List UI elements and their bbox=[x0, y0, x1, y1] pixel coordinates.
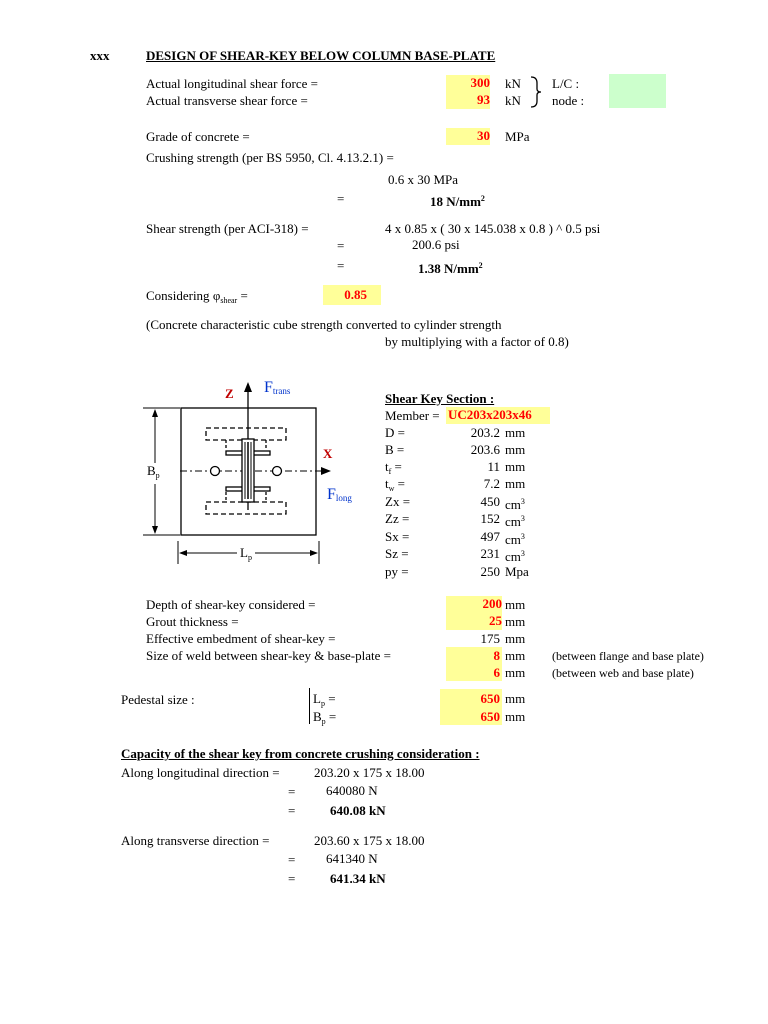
bp-label: $B_p$ bbox=[147, 463, 160, 484]
grade-value[interactable]: 30 bbox=[446, 128, 490, 145]
cap-trans-expr: 203.60 x 175 x 18.00 bbox=[314, 833, 425, 848]
lc-node-input[interactable] bbox=[609, 74, 666, 108]
weld-web-note: (between web and base plate) bbox=[552, 666, 694, 680]
grade-unit: MPa bbox=[505, 129, 530, 144]
shear-expr: 4 x 0.85 x ( 30 x 145.038 x 0.8 ) ^ 0.5 psi bbox=[385, 221, 601, 236]
cap-long-kn: 640.08 kN bbox=[330, 803, 386, 818]
prop-d-label: D = bbox=[385, 425, 405, 440]
weld-flange-value[interactable]: 8 bbox=[493, 648, 500, 663]
shear-psi: 200.6 psi bbox=[412, 237, 460, 252]
x-axis-label: X bbox=[323, 446, 333, 461]
pedestal-lp-value[interactable]: 650 bbox=[480, 691, 500, 706]
grade-label: Grade of concrete = bbox=[146, 129, 250, 144]
prop-sz-unit: $cm^3$ bbox=[505, 549, 525, 564]
cap-trans-kn: 641.34 kN bbox=[330, 871, 386, 886]
prop-zz-value: 152 bbox=[480, 511, 500, 526]
anchor-bolt-right bbox=[273, 467, 282, 476]
prop-zx-value: 450 bbox=[480, 494, 500, 509]
cap-trans-eq-2: = bbox=[288, 871, 296, 886]
cap-trans-n: 641340 N bbox=[326, 851, 378, 866]
prop-py-label: py = bbox=[385, 564, 409, 579]
prop-py-value: 250 bbox=[480, 564, 500, 579]
prop-zz-unit: $cm^3$ bbox=[505, 514, 525, 529]
cap-long-eq-2: = bbox=[288, 803, 296, 818]
embed-value: 175 bbox=[480, 631, 500, 646]
phi-label: Considering $\varphi_{shear}$ = bbox=[146, 288, 248, 305]
embed-unit: mm bbox=[505, 631, 526, 646]
z-axis-label: Z bbox=[225, 386, 234, 401]
cube-note-2: by multiplying with a factor of 0.8) bbox=[385, 334, 569, 349]
long-force-unit: kN bbox=[505, 76, 521, 91]
crush-label: Crushing strength (per BS 5950, Cl. 4.13.2.1) = bbox=[146, 150, 394, 165]
bottom-flange-dashed bbox=[206, 502, 286, 514]
prop-zx-unit: $cm^3$ bbox=[505, 497, 525, 512]
prop-sx-value: 497 bbox=[480, 529, 500, 544]
grout-unit: mm bbox=[505, 614, 526, 629]
weld-label: Size of weld between shear-key & base-plate = bbox=[146, 648, 391, 663]
crush-eq: = bbox=[337, 191, 345, 206]
section-title: Shear Key Section : bbox=[385, 391, 495, 406]
prop-tf-unit: mm bbox=[505, 459, 526, 474]
trans-force-unit: kN bbox=[505, 93, 521, 108]
prop-tf-value: 11 bbox=[487, 459, 500, 474]
shear-label: Shear strength (per ACI-318) = bbox=[146, 221, 309, 236]
prop-b-unit: mm bbox=[505, 442, 526, 457]
weld-web-value[interactable]: 6 bbox=[493, 665, 500, 680]
pedestal-bp-unit: mm bbox=[505, 709, 526, 724]
member-label: Member = bbox=[385, 408, 440, 423]
prop-d-unit: mm bbox=[505, 425, 526, 440]
crush-expr: 0.6 x 30 MPa bbox=[388, 172, 459, 187]
weld-flange-note: (between flange and base plate) bbox=[552, 649, 704, 663]
prop-tf-label: $t_f$ = bbox=[385, 459, 402, 476]
prop-tw-label: $t_w$ = bbox=[385, 476, 405, 493]
pedestal-bracket bbox=[309, 688, 310, 724]
member-value[interactable]: UC203x203x46 bbox=[446, 407, 550, 424]
doc-tag: xxx bbox=[90, 48, 110, 63]
cap-trans-label: Along transverse direction = bbox=[121, 833, 270, 848]
prop-py-unit: Mpa bbox=[505, 564, 529, 579]
cube-note-1: (Concrete characteristic cube strength converted to cylinder strength bbox=[146, 317, 502, 332]
phi-value[interactable]: 0.85 bbox=[323, 285, 381, 305]
prop-sx-label: Sx = bbox=[385, 529, 410, 544]
pedestal-lp-label: $L_p$ = bbox=[313, 691, 336, 708]
lp-label: $L_p$ bbox=[237, 545, 255, 566]
trans-force-value[interactable]: 93 bbox=[446, 92, 490, 109]
weld-flange-unit: mm bbox=[505, 648, 526, 663]
prop-b-value: 203.6 bbox=[470, 442, 500, 457]
prop-tw-unit: mm bbox=[505, 476, 526, 491]
prop-b-label: B = bbox=[385, 442, 405, 457]
f-long-label: Flong bbox=[327, 486, 352, 503]
brace-icon bbox=[528, 75, 544, 109]
pedestal-lp-unit: mm bbox=[505, 691, 526, 706]
shear-eq-2: = bbox=[337, 258, 345, 273]
cap-long-label: Along longitudinal direction = bbox=[121, 765, 280, 780]
weld-web-unit: mm bbox=[505, 665, 526, 680]
depth-label: Depth of shear-key considered = bbox=[146, 597, 316, 612]
prop-sz-value: 231 bbox=[480, 546, 500, 561]
node-label: node : bbox=[552, 93, 585, 108]
lc-label: L/C : bbox=[552, 76, 580, 91]
long-force-label: Actual longitudinal shear force = bbox=[146, 76, 318, 91]
prop-zx-label: Zx = bbox=[385, 494, 411, 509]
pedestal-bp-value[interactable]: 650 bbox=[480, 709, 500, 724]
shear-eq-1: = bbox=[337, 238, 345, 253]
page-title: DESIGN OF SHEAR-KEY BELOW COLUMN BASE-PLATE bbox=[146, 48, 496, 63]
cap-long-expr: 203.20 x 175 x 18.00 bbox=[314, 765, 425, 780]
top-flange-dashed bbox=[206, 428, 286, 440]
depth-unit: mm bbox=[505, 597, 526, 612]
long-force-value[interactable]: 300 bbox=[446, 75, 490, 92]
cap-trans-eq-1: = bbox=[288, 852, 296, 867]
capacity-title: Capacity of the shear key from concrete crushing consideration : bbox=[121, 746, 480, 761]
prop-zz-label: Zz = bbox=[385, 511, 410, 526]
pedestal-label: Pedestal size : bbox=[121, 692, 195, 707]
prop-sz-label: Sz = bbox=[385, 546, 409, 561]
cap-long-eq-1: = bbox=[288, 784, 296, 799]
prop-sx-unit: $cm^3$ bbox=[505, 532, 525, 547]
cap-long-n: 640080 N bbox=[326, 783, 378, 798]
shear-result: 1.38 $N/mm^2$ bbox=[418, 261, 483, 276]
grout-label: Grout thickness = bbox=[146, 614, 239, 629]
prop-tw-value: 7.2 bbox=[483, 476, 500, 491]
f-trans-label: Ftrans bbox=[264, 379, 291, 396]
trans-force-label: Actual transverse shear force = bbox=[146, 93, 308, 108]
crush-result: 18 $N/mm^2$ bbox=[430, 194, 485, 209]
grout-value[interactable]: 25 bbox=[446, 613, 502, 630]
pedestal-bp-label: $B_p$ = bbox=[313, 709, 337, 726]
prop-d-value: 203.2 bbox=[470, 425, 500, 440]
anchor-bolt-left bbox=[211, 467, 220, 476]
depth-value[interactable]: 200 bbox=[446, 596, 502, 613]
embed-label: Effective embedment of shear-key = bbox=[146, 631, 336, 646]
